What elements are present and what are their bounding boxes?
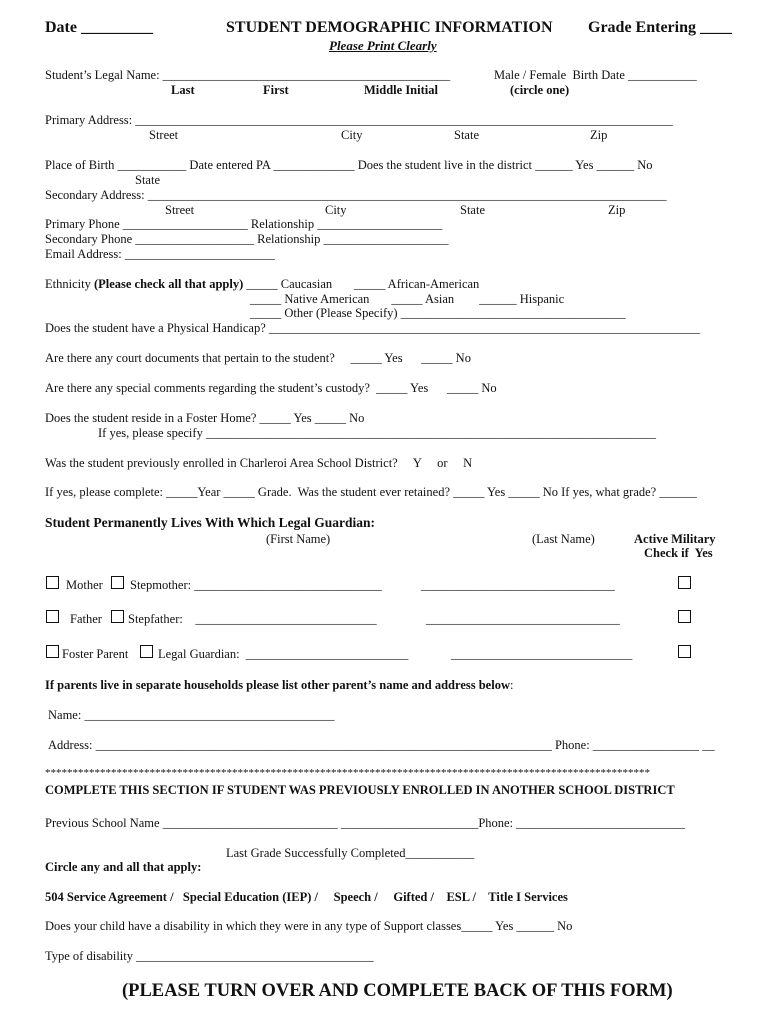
form-subtitle: Please Print Clearly (329, 38, 437, 53)
legal-guardian-field[interactable]: Legal Guardian: __________________________ (158, 647, 409, 661)
last-grade-field[interactable]: Last Grade Successfully Completed___________ (226, 846, 475, 860)
military-label-2: Check if Yes (644, 546, 713, 560)
first-name-label: First (263, 83, 289, 97)
birth-state-label: State (135, 173, 160, 187)
stepfather-checkbox[interactable] (111, 610, 124, 623)
foster-parent-checkbox[interactable] (46, 645, 59, 658)
court-documents-question[interactable]: Are there any court documents that pertain to the student? _____ Yes _____ No (45, 351, 471, 365)
support-classes-question[interactable]: Does your child have a disability in which they were in any type of Support classes_____ Yes ______ No (45, 919, 573, 933)
ethnicity-other-field[interactable]: _____ Other (Please Specify) ____________________________________ (250, 306, 626, 320)
father-military-checkbox[interactable] (678, 610, 691, 623)
other-parent-colon: : (509, 678, 514, 692)
mother-checkbox[interactable] (46, 576, 59, 589)
ethnicity-instruction: (Please check all that apply) (93, 277, 244, 291)
primary-zip-label: Zip (590, 128, 608, 142)
grade-entering-field[interactable]: Grade Entering ____ (588, 19, 732, 36)
services-options[interactable]: 504 Service Agreement / Special Education (IEP) / Speech / Gifted / ESL / Title I Services (45, 890, 568, 904)
foster-home-question[interactable]: Does the student reside in a Foster Home? _____ Yes _____ No (45, 411, 365, 425)
stepmother-checkbox[interactable] (111, 576, 124, 589)
secondary-zip-label: Zip (608, 203, 626, 217)
form-title: STUDENT DEMOGRAPHIC INFORMATION (226, 19, 553, 36)
primary-address-field[interactable]: Primary Address: ______________________________________________________________________________________ (45, 113, 673, 127)
ethnicity-options-2[interactable]: _____ Native American _____ Asian ______ Hispanic (250, 292, 565, 306)
sex-birthdate-field[interactable]: Male / Female Birth Date ___________ (494, 68, 697, 82)
primary-state-label: State (454, 128, 479, 142)
other-parent-address-field[interactable]: Address: _________________________________________________________________________ Phone: _________________ __ (48, 738, 715, 752)
first-name-column-label: (First Name) (266, 532, 331, 546)
previous-school-field[interactable]: Previous School Name ____________________________ ______________________Phone: ___________________________ (45, 816, 685, 830)
ethnicity-row-1 (45, 277, 479, 292)
ethnicity-label: Ethnicity (45, 277, 94, 291)
custody-question[interactable]: Are there any special comments regarding the student’s custody? _____ Yes _____ No (45, 381, 497, 395)
father-checkbox[interactable] (46, 610, 59, 623)
date-field[interactable]: Date _________ (45, 19, 153, 36)
asterisk-divider: ************************************************************************************************************** (45, 767, 650, 779)
if-yes-complete-line[interactable]: If yes, please complete: _____Year _____ Grade. Was the student ever retained? _____ Yes _____ No If yes, what grade? ______ (45, 485, 697, 499)
middle-initial-label: Middle Initial (364, 83, 438, 97)
stepmother-last-name-field[interactable]: _______________________________ (421, 578, 615, 592)
father-label: Father (70, 612, 102, 626)
secondary-phone-field[interactable]: Secondary Phone ___________________ Relationship ____________________ (45, 232, 449, 246)
secondary-city-label: City (325, 203, 347, 217)
mother-military-checkbox[interactable] (678, 576, 691, 589)
primary-street-label: Street (149, 128, 179, 142)
other-parent-name-field[interactable]: Name: ________________________________________ (48, 708, 335, 722)
secondary-address-field[interactable]: Secondary Address: ___________________________________________________________________________________ (45, 188, 667, 202)
foster-parent-label: Foster Parent (62, 647, 129, 661)
foster-specify-field[interactable]: If yes, please specify ________________________________________________________________________ (98, 426, 656, 440)
mother-label: Mother (66, 578, 103, 592)
circle-all-label: Circle any and all that apply: (45, 860, 202, 874)
last-name-column-label: (Last Name) (532, 532, 595, 546)
last-name-label: Last (171, 83, 195, 97)
stepmother-field[interactable]: Stepmother: ______________________________ (130, 578, 382, 592)
military-label-1: Active Military (634, 532, 716, 546)
secondary-state-label: State (460, 203, 485, 217)
primary-phone-field[interactable]: Primary Phone ____________________ Relationship ____________________ (45, 217, 443, 231)
previous-school-heading: COMPLETE THIS SECTION IF STUDENT WAS PREVIOUSLY ENROLLED IN ANOTHER SCHOOL DISTRICT (45, 783, 675, 797)
secondary-street-label: Street (165, 203, 195, 217)
primary-city-label: City (341, 128, 363, 142)
place-of-birth-line[interactable]: Place of Birth ___________ Date entered PA _____________ Does the student live in the district ______ Yes ______ No (45, 158, 653, 172)
other-parent-instruction (45, 678, 513, 693)
legal-name-field[interactable]: Student’s Legal Name: ______________________________________________ (45, 68, 451, 82)
email-field[interactable]: Email Address: ________________________ (45, 247, 275, 261)
ethnicity-options-1[interactable]: _____ Caucasian _____ African-American (243, 277, 480, 291)
physical-handicap-question[interactable]: Does the student have a Physical Handicap? _____________________________________________________________________ (45, 321, 701, 335)
legal-guardian-last-name-field[interactable]: _____________________________ (451, 647, 633, 661)
guardian-heading: Student Permanently Lives With Which Legal Guardian: (45, 515, 376, 530)
disability-type-field[interactable]: Type of disability ______________________________________ (45, 949, 374, 963)
circle-one-label: (circle one) (510, 83, 570, 97)
stepfather-field[interactable]: Stepfather: _____________________________ (128, 612, 377, 626)
guardian-military-checkbox[interactable] (678, 645, 691, 658)
stepfather-last-name-field[interactable]: _______________________________ (426, 612, 620, 626)
turn-over-notice: (PLEASE TURN OVER AND COMPLETE BACK OF THIS FORM) (122, 981, 673, 1001)
previously-enrolled-question[interactable]: Was the student previously enrolled in Charleroi Area School District? Y or N (45, 456, 473, 470)
other-parent-heading: If parents live in separate households please list other parent’s name and address below (45, 678, 510, 692)
legal-guardian-checkbox[interactable] (140, 645, 153, 658)
